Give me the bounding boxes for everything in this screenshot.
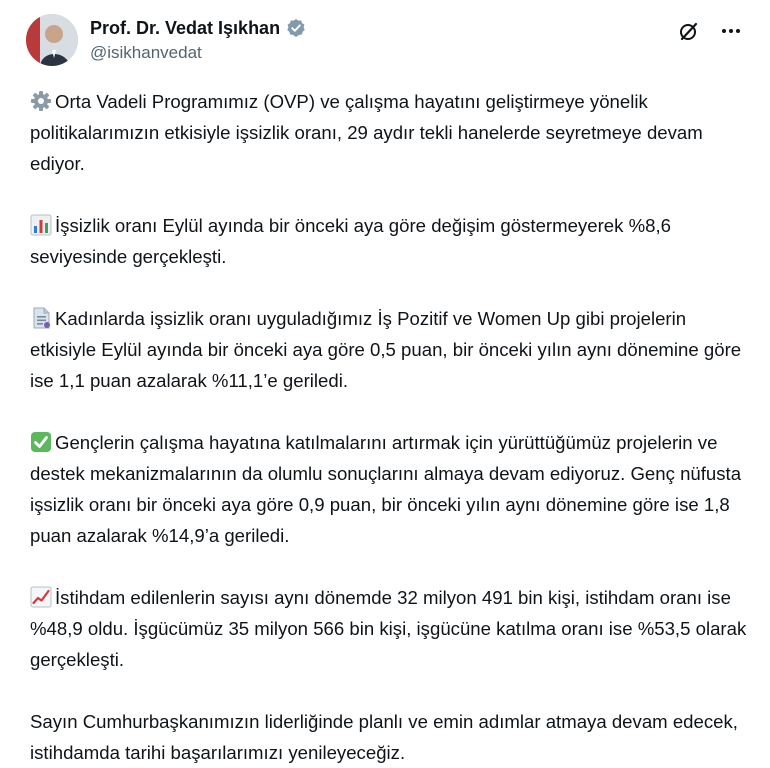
paragraph-text: Orta Vadeli Programımız (OVP) ve çalışma hayatını geliştirmeye yönelik politikalarımızın etkisiyle işsizlik oranı, 29 aydır tekli hanelerde seyretmeye devam ediyor. [30, 91, 703, 174]
avatar[interactable] [26, 14, 78, 66]
check-mark-icon [30, 431, 52, 453]
paragraph-rate [30, 210, 750, 272]
trending-up-chart-icon [30, 586, 52, 608]
tweet-header [26, 12, 750, 68]
document-icon [30, 307, 52, 329]
author-info [90, 16, 306, 63]
paragraph-text: İşsizlik oranı Eylül ayında bir önceki aya göre değişim göstermeyerek %8,6 seviyesinde gerçekleşti. [30, 215, 671, 267]
paragraph-text: Gençlerin çalışma hayatına katılmalarını artırmak için yürüttüğümüz projelerin ve destek mekanizmalarının da olumlu sonuçlarını almaya devam ediyoruz. Genç nüfusta işsizlik oranı bir önceki aya göre 0,9 puan, bir önceki yılın aynı dönemine göre ise 1,8 puan azalarak %14,9’a geriledi. [30, 432, 742, 546]
grok-icon[interactable] [676, 18, 702, 44]
verified-badge-icon [286, 18, 306, 38]
header-actions [676, 18, 744, 44]
more-icon[interactable] [718, 18, 744, 44]
paragraph-text: Kadınlarda işsizlik oranı uyguladığımız İş Pozitif ve Women Up gibi projelerin etkisiyle Eylül ayında bir önceki aya göre 0,5 puan, bir önceki yılın aynı dönemine göre ise 1,1 puan azalarak %11,1’e geriledi. [30, 308, 742, 391]
paragraph-youth [30, 427, 750, 551]
handle[interactable]: @isikhanvedat [90, 43, 202, 62]
paragraph-text: İstihdam edilenlerin sayısı aynı dönemde 32 milyon 491 bin kişi, istihdam oranı ise %48,9 oldu. İşgücümüz 35 milyon 566 bin kişi, işgücüne katılma oranı ise %53,5 olarak gerçekleşti. [30, 587, 747, 670]
bar-chart-icon [30, 214, 52, 236]
display-name[interactable]: Prof. Dr. Vedat Işıkhan [90, 17, 281, 38]
paragraph-ovp [30, 86, 750, 179]
paragraph-women [30, 303, 750, 396]
paragraph-employment [30, 582, 750, 675]
tweet-text [30, 86, 750, 768]
gear-icon [30, 90, 52, 112]
paragraph-text: Sayın Cumhurbaşkanımızın liderliğinde planlı ve emin adımlar atmaya devam edecek, istihdamda tarihi başarılarımızı yenileyeceğiz. [30, 711, 738, 763]
paragraph-closing [30, 706, 750, 768]
